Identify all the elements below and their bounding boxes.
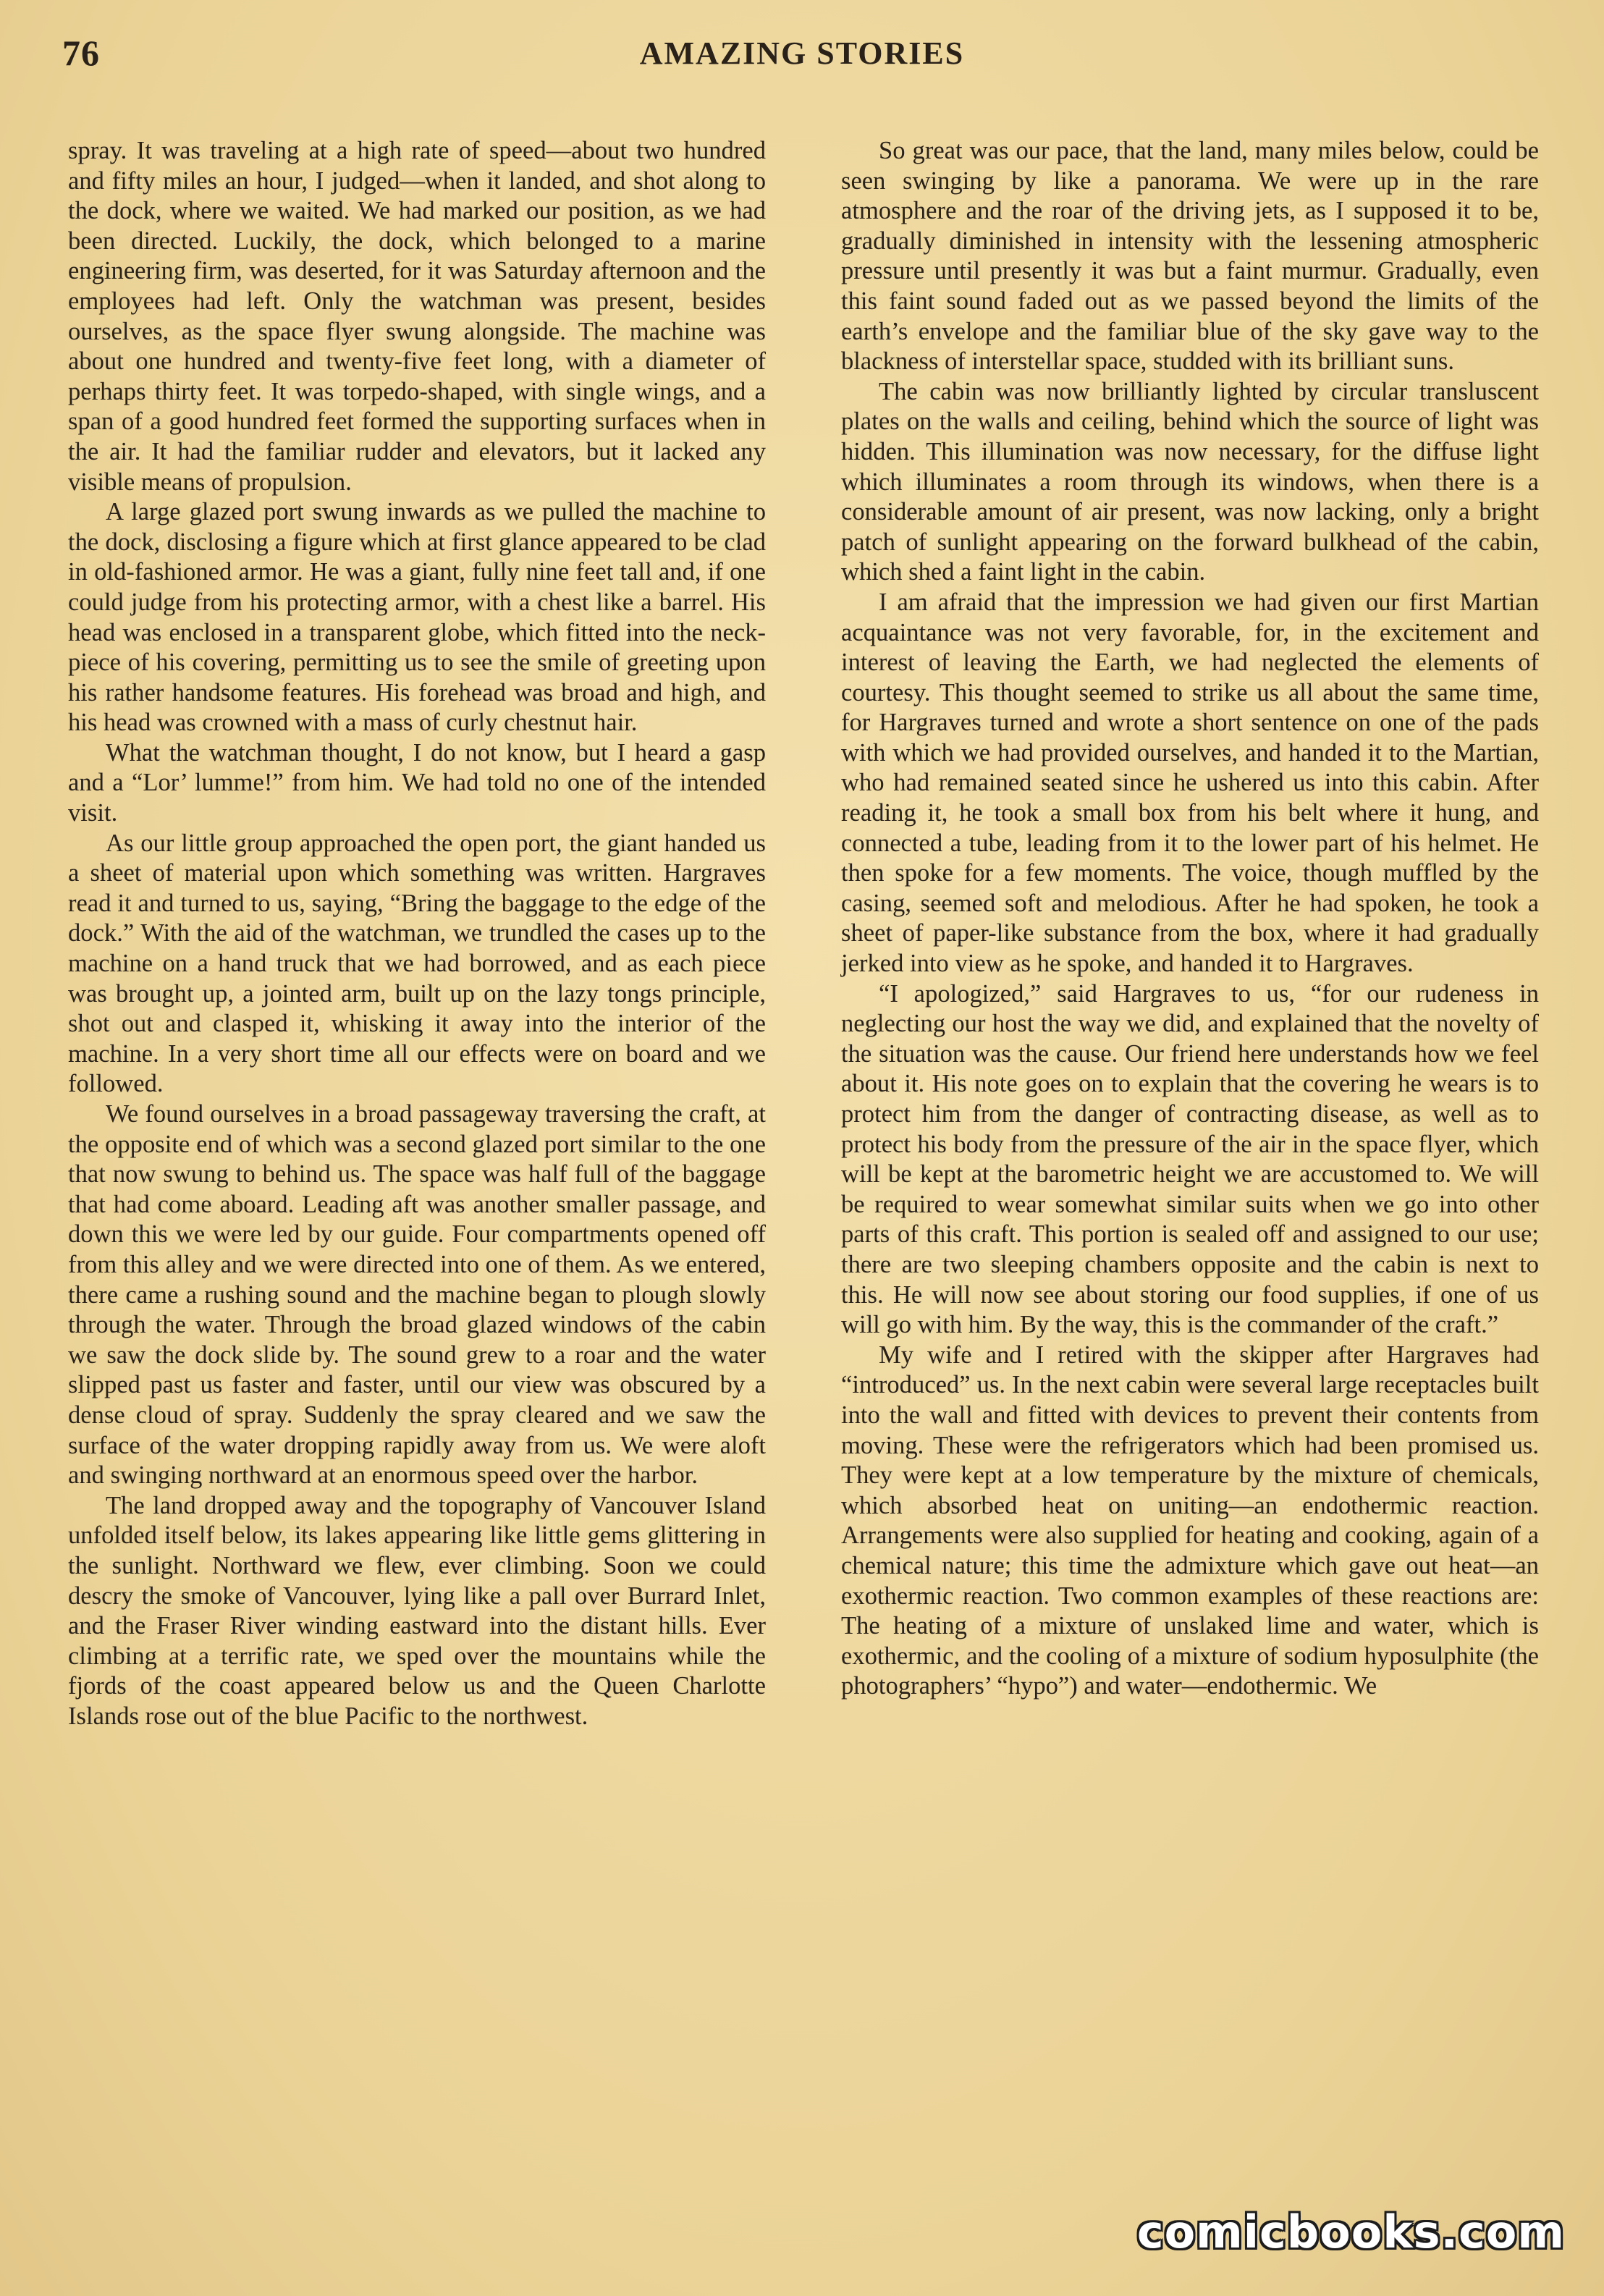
page-header: [62, 32, 1542, 83]
paragraph: A large glazed port swung inwards as we pulled the machine to the dock, disclosing a figure which at first glance appeared to be clad in old-fashioned armor. He was a giant, fully nine feet tall and, if one could judge from his protecting armor, with a chest like a barrel. His head was enclosed in a transparent globe, which fitted into the neck-piece of his covering, permitting us to see the smile of greeting upon his rather handsome features. His forehead was broad and high, and his head was crowned with a mass of curly chestnut hair.: [68, 498, 766, 737]
paragraph: So great was our pace, that the land, many miles below, could be seen swinging by like a panorama. We were up in the rare atmosphere and the roar of the driving jets, as I supposed it to be, gradually diminished in intensity with the lessening atmospheric pressure until presently it was but a faint murmur. Gradually, even this faint sound faded out as we passed beyond the limits of the earth’s envelope and the familiar blue of the sky gave way to the blackness of interstellar space, studded with its brilliant suns.: [841, 137, 1539, 376]
running-title: AMAZING STORIES: [639, 35, 965, 71]
left-column: [68, 136, 766, 1731]
paragraph: My wife and I retired with the skipper after Hargraves had “introduced” us. In the next cabin were several large receptacles built into the wall and fitted with devices to prevent their contents from moving. These were the refrigerators which had been promised us. They were kept at a low temperature by the mixture of chemicals, which absorbed heat on uniting—an endothermic reaction. Arrangements were also supplied for heating and cooking, again of a chemical nature; this time the admixture which gave out heat—an exothermic reaction. Two common examples of these reactions are: The heating of a mixture of unslaked lime and water, which is exothermic, and the cooling of a mixture of sodium hyposulphite (the photographers’ “hypo”) and water—endothermic. We: [841, 1341, 1539, 1700]
paragraph: As our little group approached the open port, the giant handed us a sheet of material upon which something was written. Hargraves read it and turned to us, saying, “Bring the baggage to the edge of the dock.” With the aid of the watchman, we trundled the cases up to the machine on a hand truck that we had borrowed, and as each piece was brought up, a jointed arm, built up on the lazy tongs principle, shot out and clasped it, whisking it away into the interior of the machine. In a very short time all our effects were on board and we followed.: [68, 829, 766, 1098]
page-number: 76: [62, 33, 100, 73]
paragraph: What the watchman thought, I do not know, but I heard a gasp and a “Lor’ lumme!” from him. We had told no one of the intended visit.: [68, 738, 766, 827]
paragraph: The land dropped away and the topography of Vancouver Island unfolded itself below, its lakes appearing like little gems glittering in the sunlight. Northward we flew, ever climbing. Soon we could descry the smoke of Vancouver, lying like a pall over Burrard Inlet, and the Fraser River winding eastward into the distant hills. Ever climbing at a terrific rate, we sped over the mountains while the fjords of the coast appeared below us and the Queen Charlotte Islands rose out of the blue Pacific to the northwest.: [68, 1491, 766, 1730]
paragraph: spray. It was traveling at a high rate of speed—about two hundred and fifty miles an hour, I judged—when it landed, and shot along to the dock, where we waited. We had marked our position, as we had been directed. Luckily, the dock, which belonged to a marine engineering firm, was deserted, for it was Saturday afternoon and the employees had left. Only the watchman was present, besides ourselves, as the space flyer swung alongside. The machine was about one hundred and twenty-five feet long, with a diameter of perhaps thirty feet. It was torpedo-shaped, with single wings, and a span of a good hundred feet formed the supporting surfaces when in the air. It had the familiar rudder and elevators, but it lacked any visible means of propulsion.: [68, 137, 766, 496]
paragraph: I am afraid that the impression we had given our first Martian acquaintance was not very favorable, for, in the excitement and interest of leaving the Earth, we had neglected the elements of courtesy. This thought seemed to strike us all about the same time, for Hargraves turned and wrote a short sentence on one of the pads with which we had provided ourselves, and handed it to the Martian, who had remained seated since he ushered us into this cabin. After reading it, he took a small box from his belt where it hung, and connected a tube, leading from it to the lower part of his helmet. He then spoke for a few moments. The voice, though muffled by the casing, seemed soft and melodious. After he had spoken, he took a sheet of paper-like substance from the box, where it had gradually jerked into view as he spoke, and handed it to Hargraves.: [841, 588, 1539, 978]
watermark-logo: comicbooks.com: [1136, 2206, 1565, 2258]
paragraph: The cabin was now brilliantly lighted by circular transluscent plates on the walls and ceiling, behind which the source of light was hidden. This illumination was now necessary, for the diffuse light which illuminates a room through its windows, when there is a considerable amount of air present, was now lacking, only a bright patch of sunlight appearing on the forward bulkhead of the cabin, which shed a faint light in the cabin.: [841, 377, 1539, 586]
paragraph: We found ourselves in a broad passageway traversing the craft, at the opposite end of which was a second glazed port similar to the one that now swung to behind us. The space was half full of the baggage that had come aboard. Leading aft was another smaller passage, and down this we were led by our guide. Four compartments opened off from this alley and we were directed into one of them. As we entered, there came a rushing sound and the machine began to plough slowly through the water. Through the broad glazed windows of the cabin we saw the dock slide by. The sound grew to a roar and the water slipped past us faster and faster, until our view was obscured by a dense cloud of spray. Suddenly the spray cleared and we saw the surface of the water dropping rapidly away from us. We were aloft and swinging northward at an enormous speed over the harbor.: [68, 1100, 766, 1490]
paragraph: “I apologized,” said Hargraves to us, “for our rudeness in neglecting our host the way we did, and explained that the novelty of the situation was the cause. Our friend here understands how we feel about it. His note goes on to explain that the covering he wears is to protect him from the danger of contracting disease, as well as to protect his body from the pressure of the air in the space flyer, which will be kept at the barometric height we are accustomed to. We will be required to wear somewhat similar suits when we go into other parts of this craft. This portion is sealed off and assigned to our use; there are two sleeping chambers opposite and the cabin is next to this. He will now see about storing our food supplies, if one of us will go with him. By the way, this is the commander of the craft.”: [841, 979, 1539, 1339]
right-column: [841, 136, 1539, 1702]
